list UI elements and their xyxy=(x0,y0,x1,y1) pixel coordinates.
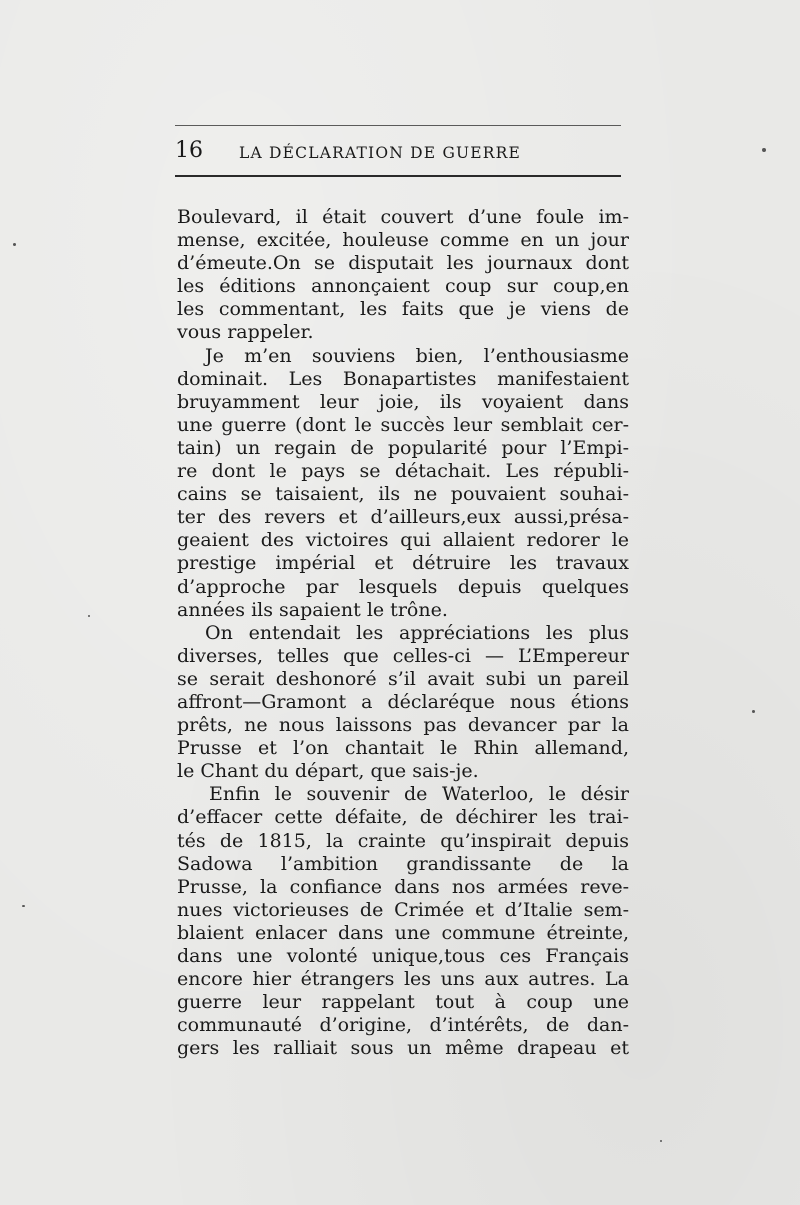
header-top-rule xyxy=(175,125,621,126)
text-line: prêts, ne nous laissons pas devancer par la xyxy=(177,714,629,737)
text-line: Sadowa l’ambition grandissante de la xyxy=(177,852,629,875)
text-line: mense, excitée, houleuse comme en un jour xyxy=(177,229,629,252)
text-line: guerre leur rappelant tout à coup une xyxy=(177,991,629,1014)
text-line: dominait. Les Bonapartistes manifestaient xyxy=(177,367,629,390)
text-line: communauté d’origine, d’intérêts, de dan- xyxy=(177,1014,629,1037)
text-line: d’émeute.On se disputait les journaux dont xyxy=(177,252,629,275)
header-bottom-rule xyxy=(175,175,621,177)
paper-speck xyxy=(660,1140,662,1142)
text-line: On entendait les appréciations les plus xyxy=(205,621,629,644)
text-line: nues victorieuses de Crimée et d’Italie sem- xyxy=(177,898,629,921)
text-line: Je m’en souviens bien, l’enthousiasme xyxy=(205,344,629,367)
text-line: dans une volonté unique,tous ces Français xyxy=(177,945,629,967)
text-line: Prusse, la confiance dans nos armées reve- xyxy=(177,875,629,898)
text-line: prestige impérial et détruire les travaux xyxy=(177,552,629,575)
text-line: re dont le pays se détachait. Les républi- xyxy=(177,460,629,483)
paper-speck xyxy=(762,148,766,152)
text-line: encore hier étrangers les uns aux autres. La xyxy=(177,968,629,991)
text-line: les commentant, les faits que je viens de xyxy=(177,298,629,321)
paper-speck xyxy=(13,243,16,246)
text-line: Enfin le souvenir de Waterloo, le désir xyxy=(209,783,629,806)
text-line: le Chant du départ, que sais-je. xyxy=(177,760,479,783)
paper-speck xyxy=(752,710,755,713)
text-line: tés de 1815, la crainte qu’inspirait depuis xyxy=(177,829,629,852)
page-number: 16 xyxy=(175,138,203,163)
paper-speck xyxy=(88,615,90,617)
text-line: affront—Gramont a déclaréque nous étions xyxy=(177,690,629,713)
text-line: diverses, telles que celles-ci — L’Empereur xyxy=(177,644,629,667)
text-line: tain) un regain de popularité pour l’Empi- xyxy=(177,436,629,459)
text-line: Prusse et l’on chantait le Rhin allemand, xyxy=(177,737,629,760)
text-line: Boulevard, il était couvert d’une foule im- xyxy=(177,206,629,228)
text-line: cains se taisaient, ils ne pouvaient souhai- xyxy=(177,483,629,506)
text-line: ter des revers et d’ailleurs,eux aussi,présa- xyxy=(177,506,629,529)
text-line: années ils sapaient le trône. xyxy=(177,598,448,621)
text-line: gers les ralliait sous un même drapeau et xyxy=(177,1037,629,1060)
running-header xyxy=(175,138,621,166)
text-line: d’approche par lesquels depuis quelques xyxy=(177,575,629,598)
paper-speck xyxy=(22,905,25,907)
text-line: les éditions annonçaient coup sur coup,en xyxy=(177,275,629,298)
text-line: vous rappeler. xyxy=(177,321,314,344)
body-text xyxy=(177,206,629,1060)
text-line: geaient des victoires qui allaient redorer le xyxy=(177,529,629,552)
text-line: une guerre (dont le succès leur semblait cer- xyxy=(177,413,629,436)
text-line: blaient enlacer dans une commune étreinte, xyxy=(177,921,629,944)
text-line: d’effacer cette défaite, de déchirer les trai- xyxy=(177,806,629,829)
running-title: LA DÉCLARATION DE GUERRE xyxy=(239,144,522,162)
text-line: se serait deshonoré s’il avait subi un pareil xyxy=(177,667,629,690)
text-line: bruyamment leur joie, ils voyaient dans xyxy=(177,390,629,413)
